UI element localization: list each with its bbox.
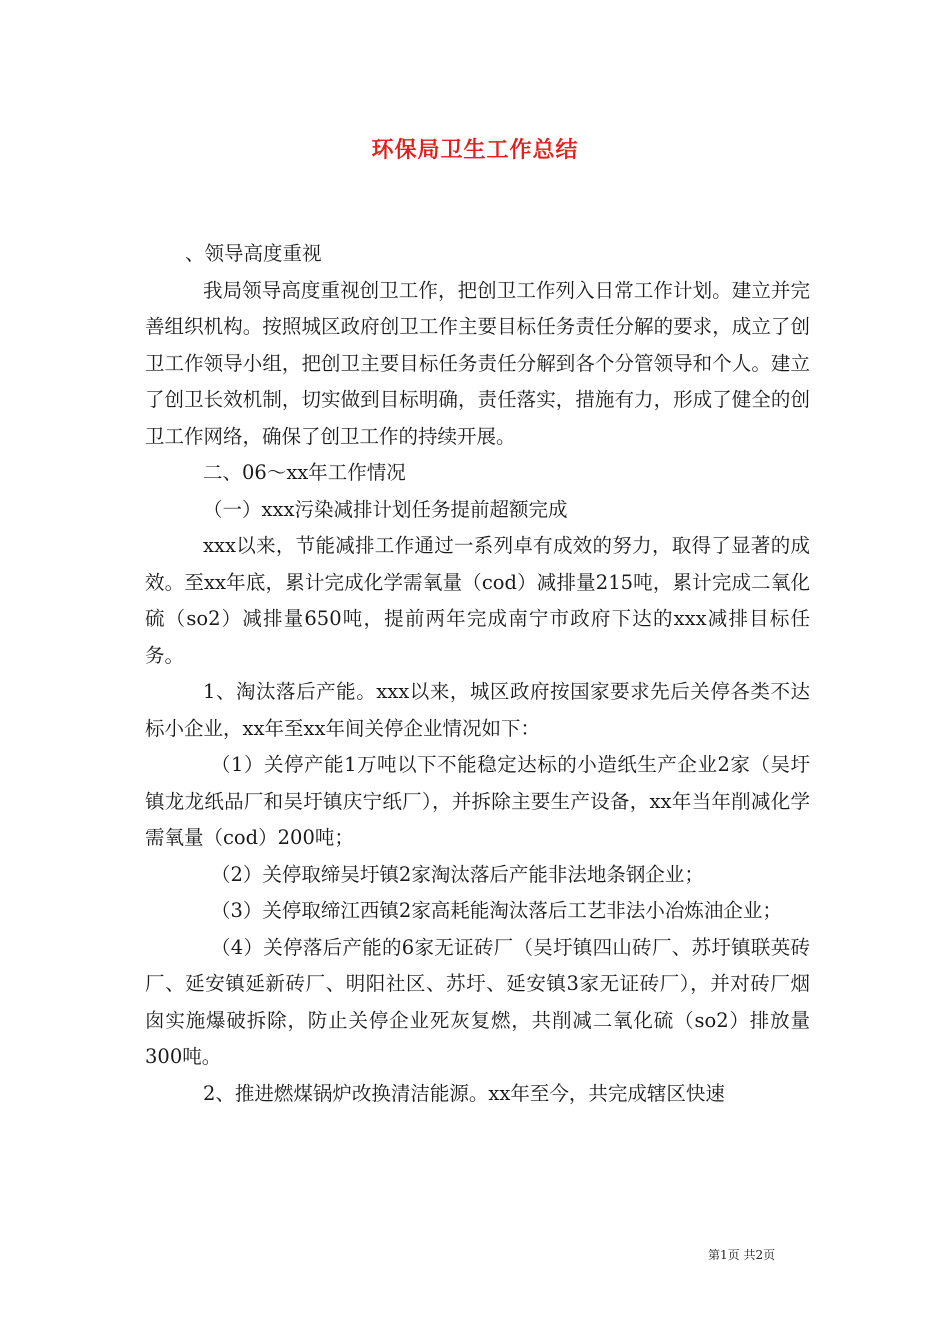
section-heading-1: 、领导高度重视 [185,242,322,265]
page-footer: 第1页 共2页 [708,1248,776,1262]
subsection-heading: （一）xxx污染减排计划任务提前超额完成 [203,497,568,521]
list-item: （3）关停取缔江西镇2家高耗能淘汰落后工艺非法小冶炼油企业； [211,899,782,922]
paragraph: xxx以来，节能减排工作通过一系列卓有成效的努力，取得了显著的成效。至xx年底，累计完成化学需氧量（cod）减排量215吨，累计完成二氧化硫（so2）减排量650吨，提前两年完成南宁市政府下达的xxx减排目标任务。 [145,534,810,667]
document-body [145,236,810,1112]
list-item: （2）关停取缔吴圩镇2家淘汰落后产能非法地条钢企业； [211,862,704,886]
list-item: （1）关停产能1万吨以下不能稳定达标的小造纸生产企业2家（吴圩镇龙龙纸品厂和吴圩镇庆宁纸厂），并拆除主要生产设备，xx年当年削减化学需氧量（cod）200吨； [145,753,810,849]
paragraph: 1、淘汰落后产能。xxx以来，城区政府按国家要求先后关停各类不达标小企业，xx年至xx年间关停企业情况如下： [145,680,810,740]
paragraph: 我局领导高度重视创卫工作，把创卫工作列入日常工作计划。建立并完善组织机构。按照城区政府创卫工作主要目标任务责任分解的要求，成立了创卫工作领导小组，把创卫主要目标任务责任分解到各个分管领导和个人。建立了创卫长效机制，切实做到目标明确，责任落实，措施有力，形成了健全的创卫工作网络，确保了创卫工作的持续开展。 [145,278,810,448]
list-item: （4）关停落后产能的6家无证砖厂（吴圩镇四山砖厂、苏圩镇联英砖厂、延安镇延新砖厂、明阳社区、苏圩、延安镇3家无证砖厂），并对砖厂烟囱实施爆破拆除，防止关停企业死灰复燃，共削减二氧化硫（so2）排放量300吨。 [145,935,810,1068]
section-heading-2: 二、06～xx年工作情况 [203,461,406,484]
document-title: 环保局卫生工作总结 [371,137,579,163]
paragraph: 2、推进燃煤锅炉改换清洁能源。xx年至今，共完成辖区快速 [203,1081,725,1105]
